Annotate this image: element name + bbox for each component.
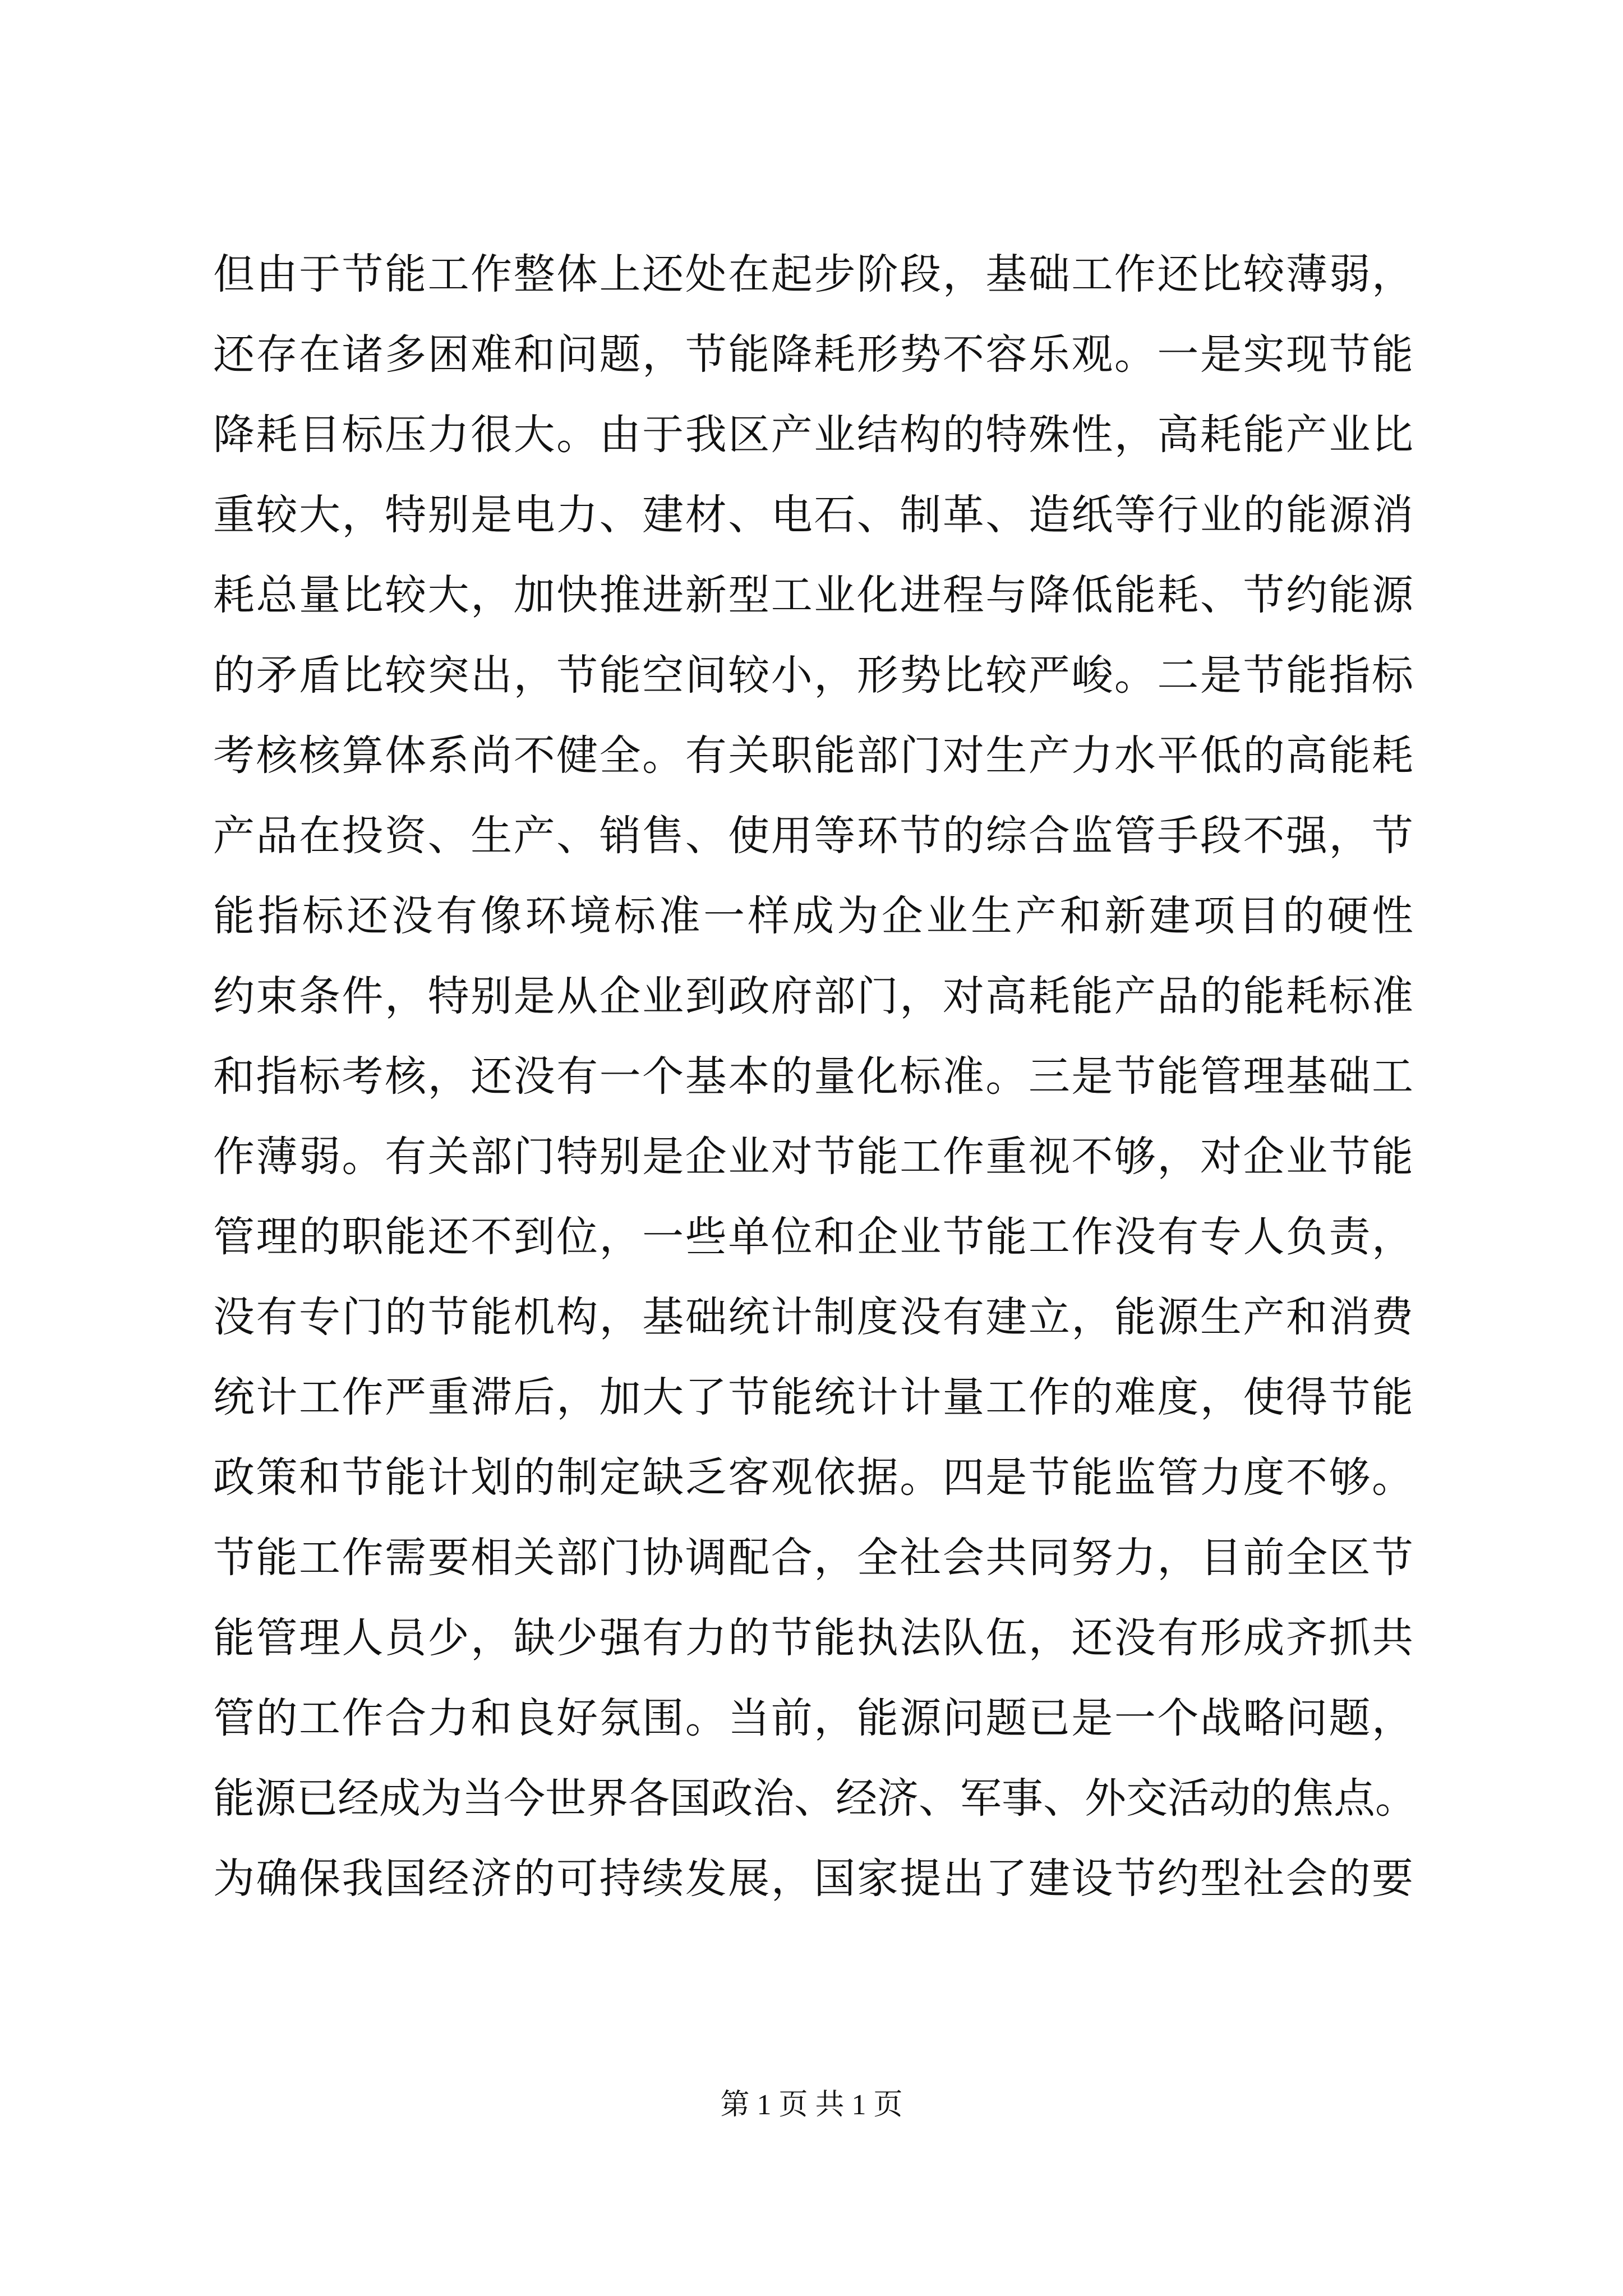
text-line: 重较大，特别是电力、建材、电石、制革、造纸等行业的能源消 [213, 491, 1413, 539]
text-line: 能源已经成为当今世界各国政治、经济、军事、外交活动的焦点。 [213, 1774, 1417, 1823]
text-line: 能指标还没有像环境标准一样成为企业生产和新建项目的硬性 [213, 892, 1413, 940]
text-line: 统计工作严重滞后，加大了节能统计计量工作的难度，使得节能 [213, 1373, 1413, 1421]
text-line: 为确保我国经济的可持续发展，国家提出了建设节约型社会的要 [213, 1855, 1413, 1903]
page-number-label: 第 1 页 共 1 页 [720, 2089, 903, 2121]
text-line: 节能工作需要相关部门协调配合，全社会共同努力，目前全区节 [213, 1534, 1413, 1582]
text-line: 产品在投资、生产、销售、使用等环节的综合监管手段不强，节 [213, 812, 1413, 860]
text-line: 作薄弱。有关部门特别是企业对节能工作重视不够，对企业节能 [213, 1133, 1413, 1181]
page-footer [0, 2086, 1623, 2125]
body-paragraph [213, 234, 1417, 1919]
text-line: 约束条件，特别是从企业到政府部门，对高耗能产品的能耗标准 [213, 972, 1413, 1020]
text-line: 管的工作合力和良好氛围。当前，能源问题已是一个战略问题， [213, 1694, 1413, 1742]
text-line: 还存在诸多困难和问题，节能降耗形势不容乐观。一是实现节能 [213, 330, 1413, 379]
text-line: 政策和节能计划的制定缺乏客观依据。四是节能监管力度不够。 [213, 1453, 1413, 1502]
text-line: 没有专门的节能机构，基础统计制度没有建立，能源生产和消费 [213, 1293, 1413, 1341]
text-line: 的矛盾比较突出，节能空间较小，形势比较严峻。二是节能指标 [213, 651, 1413, 700]
text-line: 考核核算体系尚不健全。有关职能部门对生产力水平低的高能耗 [213, 731, 1413, 780]
text-line: 降耗目标压力很大。由于我区产业结构的特殊性，高耗能产业比 [213, 411, 1413, 459]
text-line: 但由于节能工作整体上还处在起步阶段，基础工作还比较薄弱， [213, 250, 1413, 298]
text-line: 和指标考核，还没有一个基本的量化标准。三是节能管理基础工 [213, 1052, 1413, 1101]
text-line: 耗总量比较大，加快推进新型工业化进程与降低能耗、节约能源 [213, 571, 1413, 619]
text-line: 管理的职能还不到位，一些单位和企业节能工作没有专人负责， [213, 1213, 1413, 1261]
text-line: 能管理人员少，缺少强有力的节能执法队伍，还没有形成齐抓共 [213, 1614, 1413, 1662]
